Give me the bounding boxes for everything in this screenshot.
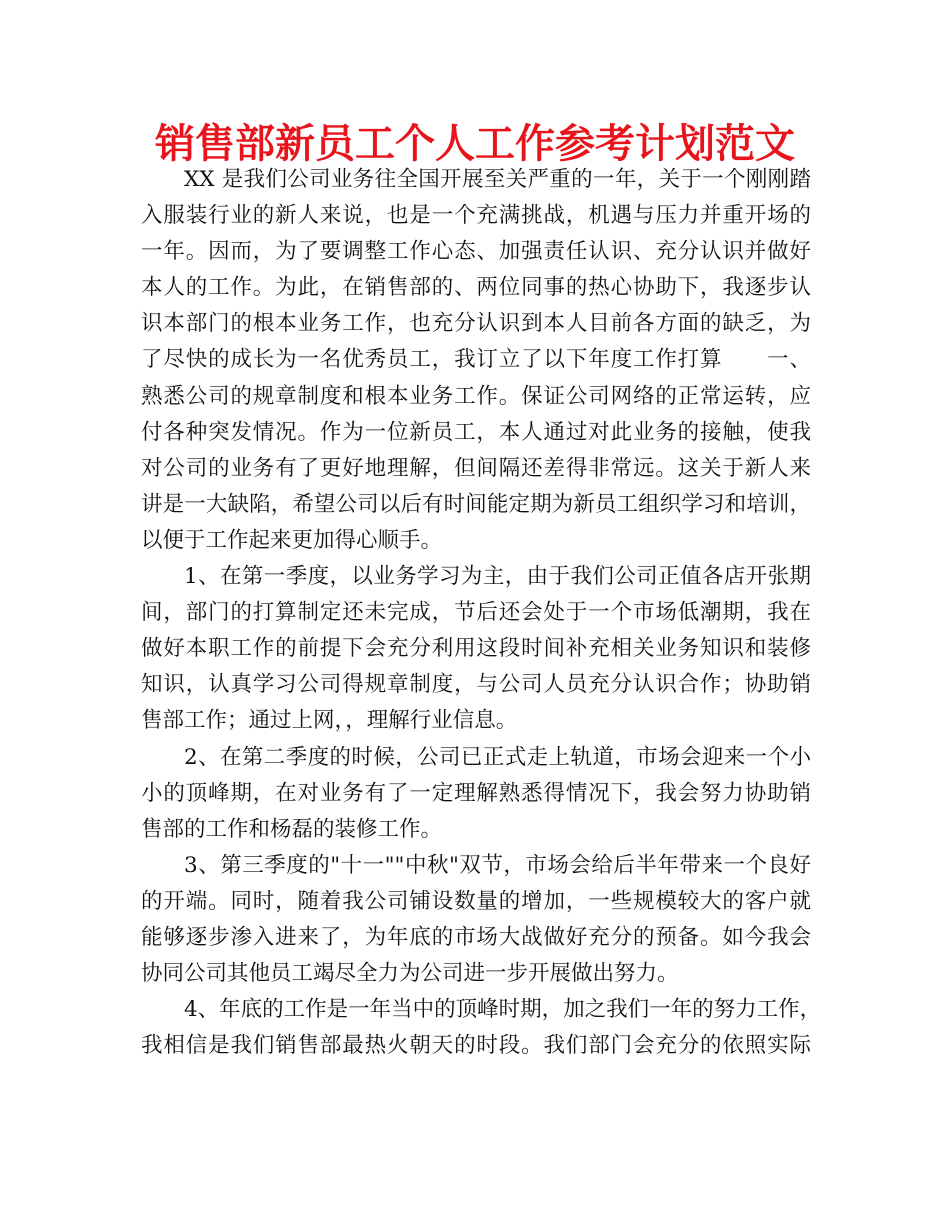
text-line: 2、在第二季度的时候，公司已正式走上轨道，市场会迎来一个小 [184,744,811,770]
text-line: 讲是一大缺陷，希望公司以后有时间能定期为新员工组织学习和培训， [141,491,811,517]
text-line: 识本部门的根本业务工作，也充分认识到本人目前各方面的缺乏，为 [141,311,811,337]
text-line: 本人的工作。为此，在销售部的、两位同事的热心协助下，我逐步认 [141,275,811,301]
text-line: 一年。因而，为了要调整工作心态、加强责任认识、充分认识并做好 [141,239,811,265]
text-line: 协同公司其他员工竭尽全力为公司进一步开展做出努力。 [141,961,679,987]
text-line: 入服装行业的新人来说，也是一个充满挑战，机遇与压力并重开场的 [141,203,811,229]
document-body [141,162,822,1064]
text-line: 能够逐步渗入进来了，为年底的市场大战做好充分的预备。如今我会 [141,924,811,950]
text-line: 小的顶峰期，在对业务有了一定理解熟悉得情况下，我会努力协助销 [141,780,811,806]
text-line: 1、在第一季度，以业务学习为主，由于我们公司正值各店开张期 [184,564,811,590]
text-line: 以便于工作起来更加得心顺手。 [141,527,443,553]
document-title: 销售部新员工个人工作参考计划范文 [155,121,795,167]
text-line: 4、年底的工作是一年当中的顶峰时期，加之我们一年的努力工作， [184,997,822,1023]
text-line: 付各种突发情况。作为一位新员工，本人通过对此业务的接触，使我 [141,419,811,445]
text-line: 售部工作；通过上网，，理解行业信息。 [141,708,518,734]
text-line: 了尽快的成长为一名优秀员工，我订立了以下年度工作打算 一、 [141,347,811,373]
text-line: 间，部门的打算制定还未完成，节后还会处于一个市场低潮期，我在 [141,600,811,626]
text-line: 知识，认真学习公司得规章制度，与公司人员充分认识合作；协助销 [141,672,811,698]
text-line: 做好本职工作的前提下会充分利用这段时间补充相关业务知识和装修 [141,636,811,662]
text-line: 的开端。同时，随着我公司铺设数量的增加，一些规模较大的客户就 [141,888,811,914]
text-line: XX 是我们公司业务往全国开展至关严重的一年，关于一个刚刚踏 [184,167,811,192]
text-line: 售部的工作和杨磊的装修工作。 [141,816,443,842]
text-line: 熟悉公司的规章制度和根本业务工作。保证公司网络的正常运转，应 [141,383,811,409]
text-line: 我相信是我们销售部最热火朝天的时段。我们部门会充分的依照实际 [141,1033,811,1059]
text-line: 3、第三季度的"十一""中秋"双节，市场会给后半年带来一个良好 [184,852,811,878]
text-line: 对公司的业务有了更好地理解，但间隔还差得非常远。这关于新人来 [141,455,811,481]
